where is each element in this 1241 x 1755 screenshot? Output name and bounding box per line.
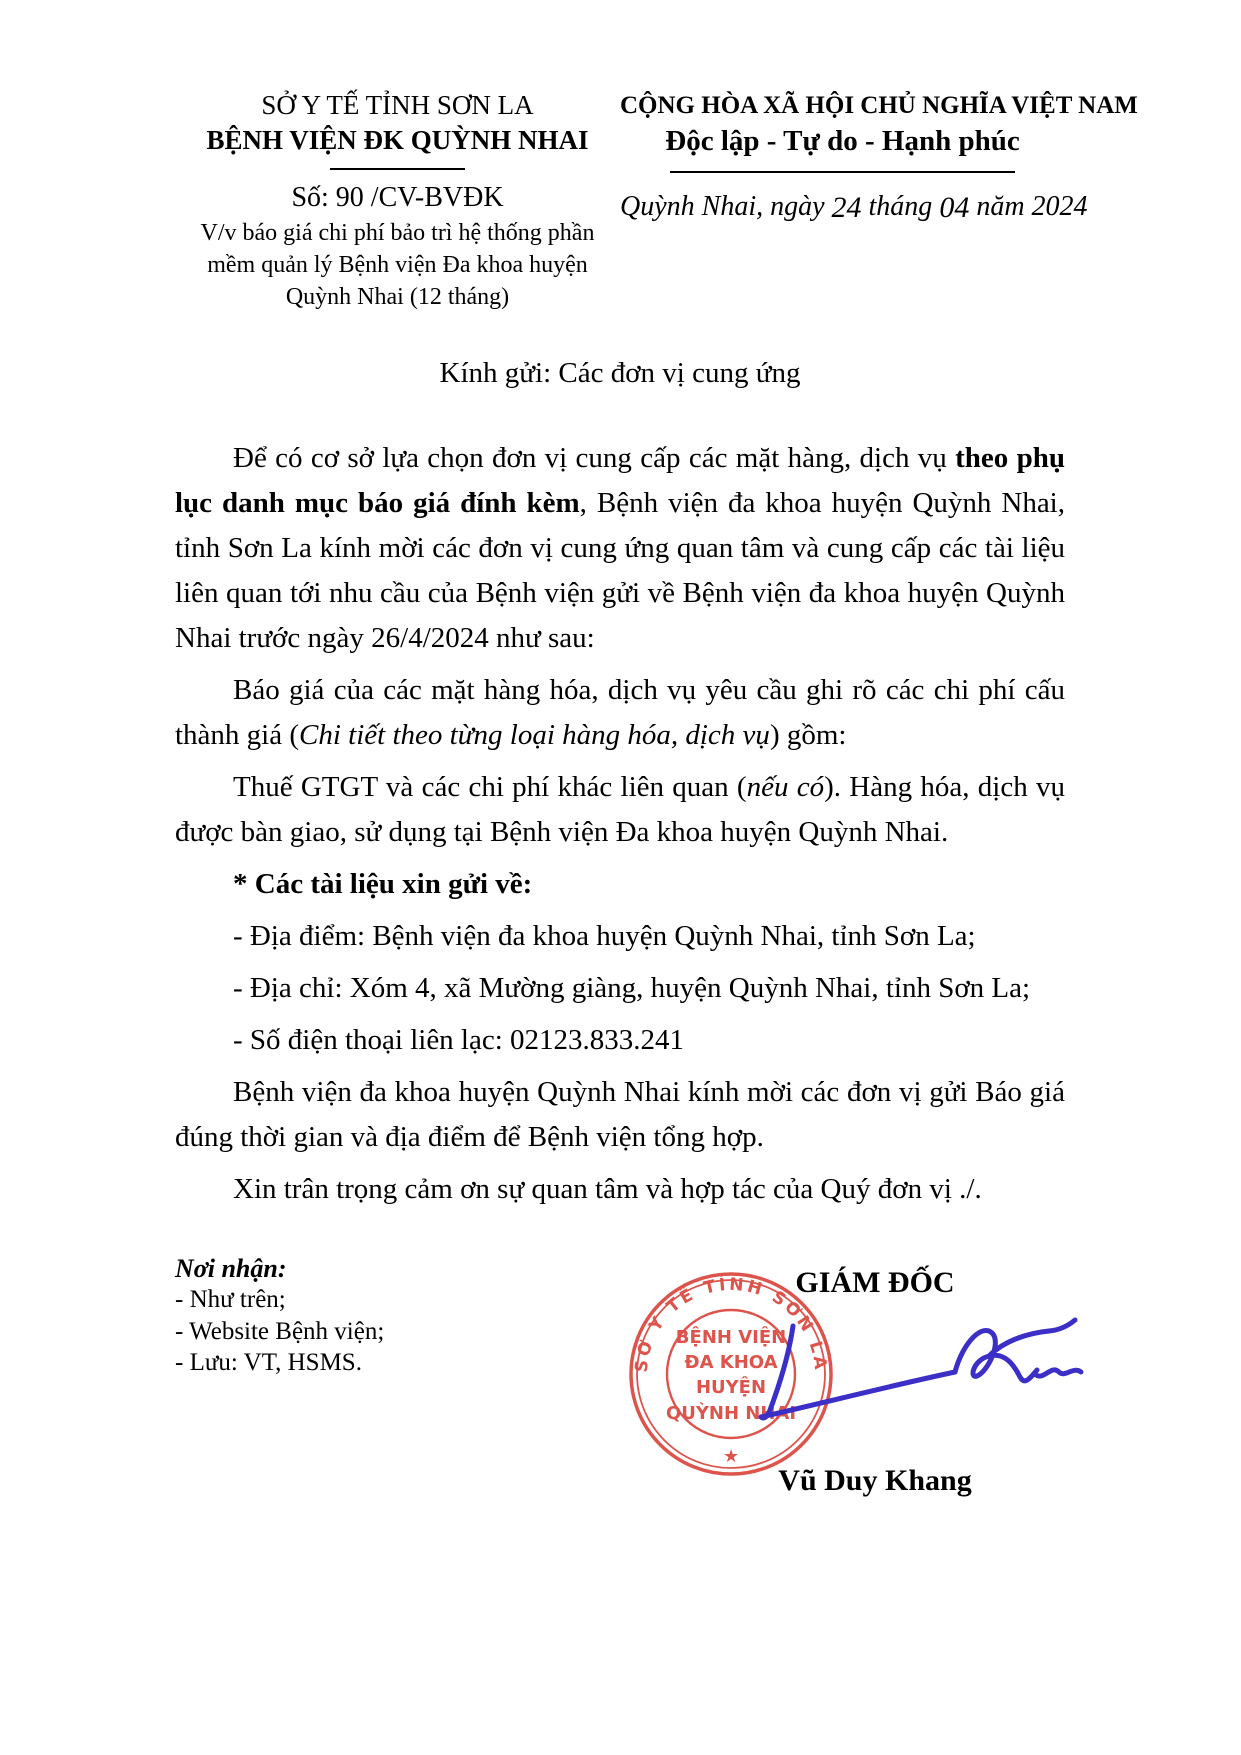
stamp-center-line: QUỲNH NHAI [665,1403,797,1425]
stamp-star-icon: ★ [722,1446,740,1468]
org-divider-line [330,168,465,170]
paragraph-intro-bold: theo phụ lục danh mục báo giá đính kèm [175,442,1065,520]
place-date-line [620,189,1088,225]
recipient-item: - Như trên; [175,1286,286,1314]
document-header [175,88,1138,313]
stamp-center-line: BỆNH VIỆN [675,1327,787,1349]
recipient-item: - Website Bệnh viện; [175,1317,385,1345]
document-content [175,88,1138,1590]
quote-req-text: Báo giá của các mặt hàng hóa, dịch vụ yêu cầu ghi rõ các chi phí cấu thành giá ( [175,674,1065,752]
document-subject: V/v báo giá chi phí bảo trì hệ thống phần mềm quản lý Bệnh viện Đa khoa huyện Quỳnh Nhai (12 tháng) [200,220,595,310]
stamp-center-line: HUYỆN [695,1377,767,1399]
tax-italic: nếu có [746,771,825,804]
tax-rest: ). Hàng hóa, dịch vụ được bàn giao, sử dụng tại Bệnh viện Đa khoa huyện Quỳnh Nhai. [175,771,1065,849]
paragraph-quote-requirements [175,668,1065,758]
year-label: năm [969,191,1032,223]
signature-stroke [1035,1370,1081,1376]
quote-req-rest: ) gồm: [769,719,847,752]
paragraph-intro [175,436,1065,661]
hospital-name: BỆNH VIỆN ĐK QUỲNH NHAI [206,125,589,156]
recipients-block [175,1254,384,1379]
handwritten-signature [737,1312,1099,1464]
signer-title: GIÁM ĐỐC [795,1266,955,1300]
recipient-item: - Lưu: VT, HSMS. [175,1349,362,1377]
list-item-address: - Địa chỉ: Xóm 4, xã Mường giàng, huyện Quỳnh Nhai, tỉnh Sơn La; [233,972,1031,1005]
month-label: tháng [861,191,940,223]
list-item-phone: - Số điện thoại liên lạc: 02123.833.241 [233,1024,685,1057]
national-motto: Độc lập - Tự do - Hạnh phúc [665,125,1020,157]
documents-heading: * Các tài liệu xin gửi về: [233,868,533,901]
document-number: Số: 90 /CV-BVĐK [291,182,504,214]
quote-req-italic: Chi tiết theo từng loại hàng hóa, dịch vụ [299,719,770,752]
signer-name: Vũ Duy Khang [778,1464,972,1498]
national-title: CỘNG HÒA XÃ HỘI CHỦ NGHĨA VIỆT NAM [620,92,1138,119]
parent-agency-name: SỞ Y TẾ TỈNH SƠN LA [261,90,534,120]
document-footer [175,1240,1065,1590]
date-month: 04 [939,191,970,225]
date-prefix: Quỳnh Nhai, ngày [620,191,832,223]
recipients-label: Nơi nhận: [175,1254,287,1284]
signature-stroke [761,1326,793,1418]
salutation-line: Kính gửi: Các đơn vị cung ứng [439,357,801,390]
list-item-location: - Địa điểm: Bệnh viện đa khoa huyện Quỳnh Nhai, tỉnh Sơn La; [233,920,976,953]
stamp-ring-text: SỞ Y TẾ TỈNH SƠN LA [631,1275,831,1374]
paragraph-intro-rest: , Bệnh viện đa khoa huyện Quỳnh Nhai, tỉnh Sơn La kính mời các đơn vị cung ứng quan tâm và cung cấp các tài liệu liên quan tới nhu cầu của Bệnh viện gửi về Bệnh viện đa khoa huyện Quỳnh Nhai trước ngày 26/4/2024 như sau: [175,487,1065,655]
paragraph-thanks: Xin trân trọng cảm ơn sự quan tâm và hợp tác của Quý đơn vị ./. [233,1173,982,1206]
date-year: 2024 [1031,191,1088,223]
stamp-center-line: ĐA KHOA [684,1352,778,1374]
tax-text: Thuế GTGT và các chi phí khác liên quan ( [233,771,747,804]
national-header-block [620,88,1138,313]
paragraph-tax [175,765,1065,855]
signature-stroke [989,1320,1075,1356]
document-body [175,436,1065,1212]
paragraph-intro-text: Để có cơ sở lựa chọn đơn vị cung cấp các mặt hàng, dịch vụ [233,442,956,475]
signature-stroke [761,1372,955,1417]
date-day: 24 [831,191,862,225]
issuing-org-block [175,88,620,313]
paragraph-invitation: Bệnh viện đa khoa huyện Quỳnh Nhai kính mời các đơn vị gửi Báo giá đúng thời gian và địa điểm để Bệnh viện tổng hợp. [175,1076,1065,1154]
motto-divider-line [670,171,1015,173]
